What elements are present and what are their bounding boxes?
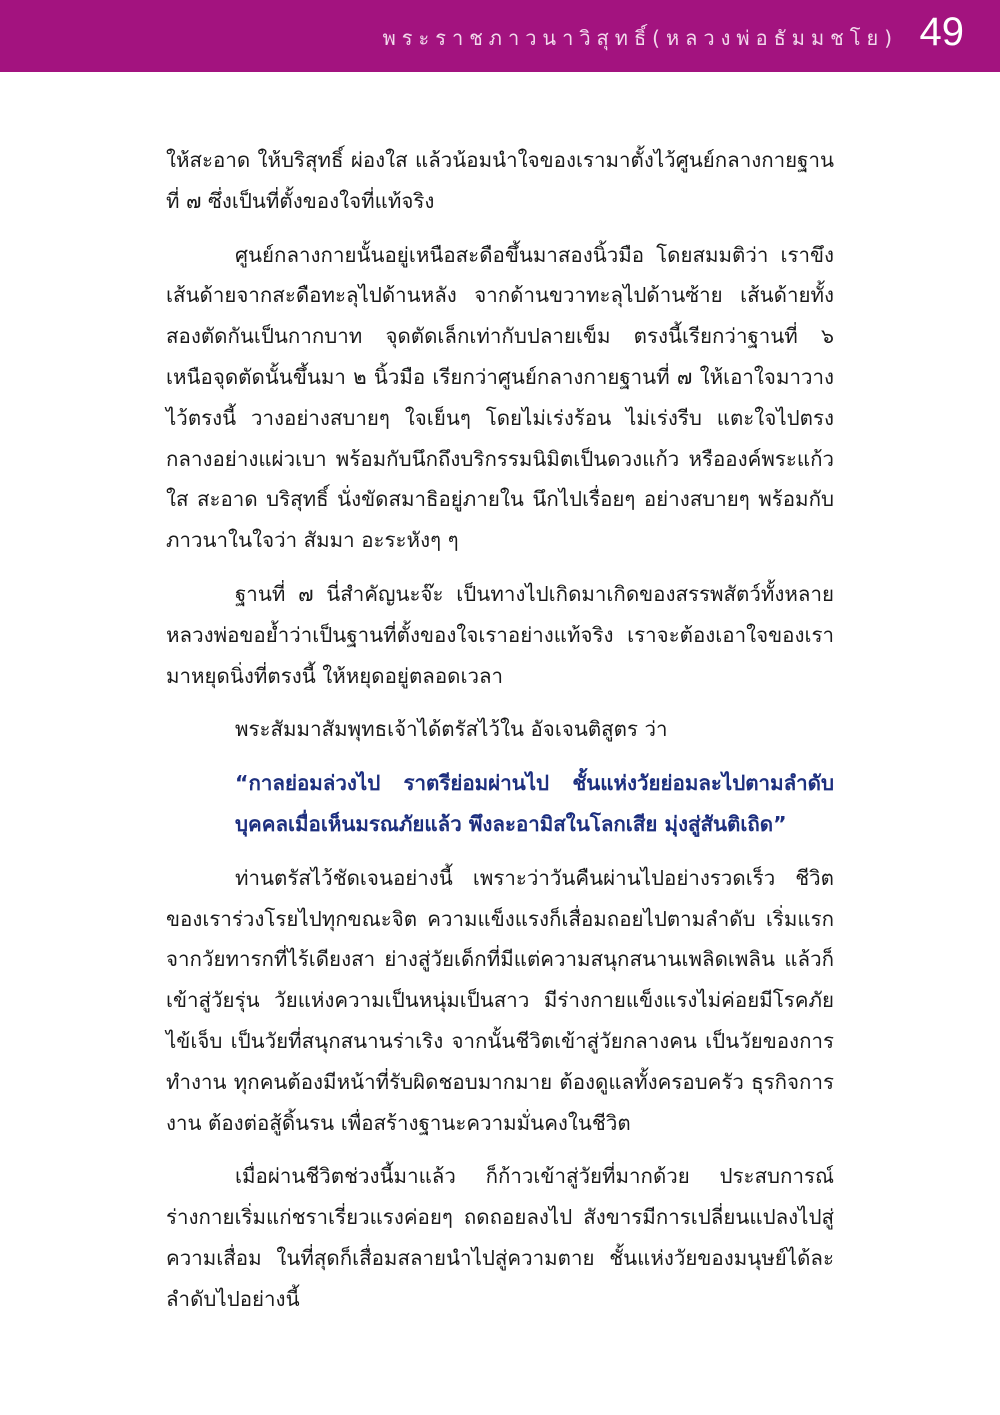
header-bar [0, 0, 1000, 72]
page-number: 49 [919, 10, 964, 54]
book-title: พระราชภาวนาวิสุทธิ์(หลวงพ่อธัมมชโย) [382, 26, 898, 50]
paragraph: ฐานที่ ๗ นี่สำคัญนะจ๊ะ เป็นทางไปเกิดมาเกิดของสรรพสัตว์ทั้งหลาย หลวงพ่อขอย้ำว่าเป็นฐานที่ตั้งของใจเราอย่างแท้จริง เราจะต้องเอาใจของเรามาหยุดนิ่งที่ตรงนี้ ให้หยุดอยู่ตลอดเวลา [166, 581, 834, 688]
paragraph: ท่านตรัสไว้ชัดเจนอย่างนี้ เพราะว่าวันคืนผ่านไปอย่างรวดเร็ว ชีวิตของเราร่วงโรยไปทุกขณะจิต ความแข็งแรงก็เสื่อมถอยไปตามลำดับ เริ่มแรกจากวัยทารกที่ไร้เดียงสา ย่างสู่วัยเด็กที่มีแต่ความสนุกสนานเพลิดเพลิน แล้วก็เข้าสู่วัยรุ่น วัยแห่งความเป็นหนุ่มเป็นสาว มีร่างกายแข็งแรงไม่ค่อยมีโรคภัยไข้เจ็บ เป็นวัยที่สนุกสนานร่าเริง จากนั้นชีวิตเข้าสู่วัยกลางคน เป็นวัยของการทำงาน ทุกคนต้องมีหน้าที่รับผิดชอบมากมาย ต้องดูแลทั้งครอบครัว ธุรกิจการงาน ต้องต่อสู้ดิ้นรน เพื่อสร้างฐานะความมั่นคงในชีวิต [166, 865, 834, 1135]
page-body [166, 140, 834, 1333]
paragraph-continuation: ให้สะอาด ให้บริสุทธิ์ ผ่องใส แล้วน้อมนำใจของเรามาตั้งไว้ศูนย์กลางกายฐานที่ ๗ ซึ่งเป็นที่ตั้งของใจที่แท้จริง [166, 148, 834, 213]
paragraph: ศูนย์กลางกายนั้นอยู่เหนือสะดือขึ้นมาสองนิ้วมือ โดยสมมติว่า เราขึงเส้นด้ายจากสะดือทะลุไปด้านหลัง จากด้านขวาทะลุไปด้านซ้าย เส้นด้ายทั้งสองตัดกันเป็นกากบาท จุดตัดเล็กเท่ากับปลายเข็ม ตรงนี้เรียกว่าฐานที่ ๖ เหนือจุดตัดนั้นขึ้นมา ๒ นิ้วมือ เรียกว่าศูนย์กลางกายฐานที่ ๗ ให้เอาใจมาวางไว้ตรงนี้ วางอย่างสบายๆ ใจเย็นๆ โดยไม่เร่งร้อน ไม่เร่งรีบ แตะใจไปตรงกลางอย่างแผ่วเบา พร้อมกับนึกถึงบริกรรมนิมิตเป็นดวงแก้ว หรือองค์พระแก้วใส สะอาด บริสุทธิ์ นั่งขัดสมาธิอยู่ภายใน นึกไปเรื่อยๆ อย่างสบายๆ พร้อมกับภาวนาในใจว่า สัมมา อะระหังๆ ๆ [166, 242, 834, 553]
paragraph: พระสัมมาสัมพุทธเจ้าได้ตรัสไว้ใน อัจเจนติสูตร ว่า [235, 717, 668, 742]
paragraph: เมื่อผ่านชีวิตช่วงนี้มาแล้ว ก็ก้าวเข้าสู่วัยที่มากด้วย ประสบการณ์ ร่างกายเริ่มแก่ชราเรี่ยวแรงค่อยๆ ถดถอยลงไป สังขารมีการเปลี่ยนแปลงไปสู่ความเสื่อม ในที่สุดก็เสื่อมสลายนำไปสู่ความตาย ชั้นแห่งวัยของมนุษย์ได้ละลำดับไปอย่างนี้ [166, 1164, 834, 1311]
quotation: “กาลย่อมล่วงไป ราตรีย่อมผ่านไป ชั้นแห่งวัยย่อมละไปตามลำดับ บุคคลเมื่อเห็นมรณภัยแล้ว พึงละอามิสในโลกเสีย มุ่งสู่สันติเถิด” [235, 771, 834, 836]
